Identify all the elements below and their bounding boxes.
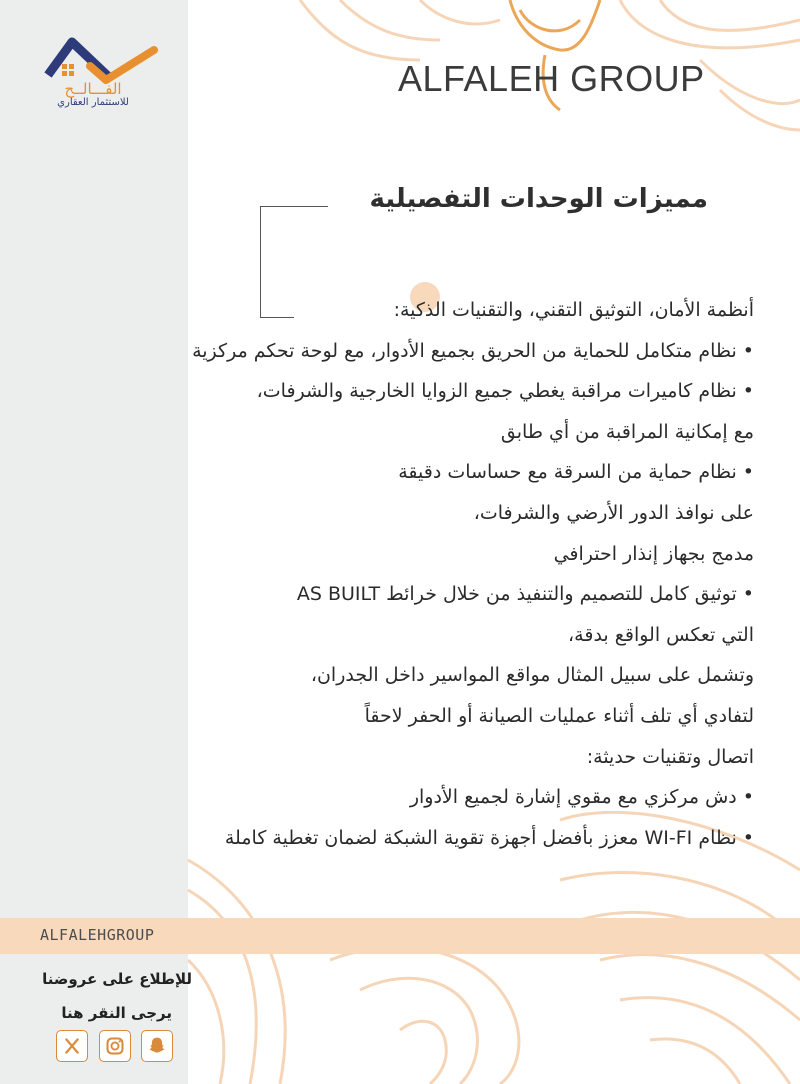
x-icon[interactable] xyxy=(56,1030,88,1062)
list-item: مع إمكانية المراقبة من أي طابق xyxy=(500,420,754,443)
list-item: مدمج بجهاز إنذار احترافي xyxy=(553,542,754,565)
page-title: مميزات الوحدات التفصيلية xyxy=(369,184,708,214)
list-item: • نظام متكامل للحماية من الحريق بجميع الأدوار، مع لوحة تحكم مركزية xyxy=(192,339,754,362)
list-item: • نظام حماية من السرقة مع حساسات دقيقة xyxy=(398,461,754,484)
list-item: التي تعكس الواقع بدقة، xyxy=(568,623,754,646)
cta-line-click-here[interactable]: يرجى النقر هنا xyxy=(61,1004,172,1022)
snapchat-icon[interactable] xyxy=(141,1030,173,1062)
logo-name: الفـــالــح xyxy=(64,80,122,98)
list-item: لتفادي أي تلف أثناء عمليات الصيانة أو الحفر لاحقاً xyxy=(364,704,754,727)
title-bracket-top xyxy=(260,206,328,207)
logo-tagline: للاستثمار العقاري xyxy=(57,96,129,108)
footer-handle: ALFALEHGROUP xyxy=(40,926,155,944)
list-item: • توثيق كامل للتصميم والتنفيذ من خلال خرائط AS BUILT xyxy=(296,583,754,606)
list-item: اتصال وتقنيات حديثة: xyxy=(586,745,754,768)
list-item: وتشمل على سبيل المثال مواقع المواسير داخل الجدران، xyxy=(310,664,754,687)
list-item: على نوافذ الدور الأرضي والشرفات، xyxy=(473,501,754,524)
features-list xyxy=(34,290,754,858)
logo-wordmark xyxy=(28,82,158,108)
list-item: • دش مركزي مع مقوي إشارة لجميع الأدوار xyxy=(409,786,754,809)
cta-line-offers[interactable]: للإطلاع على عروضنا xyxy=(42,970,192,988)
list-item: أنظمة الأمان، التوثيق التقني، والتقنيات الذكية: xyxy=(393,299,754,321)
list-item: • نظام كاميرات مراقبة يغطي جميع الزوايا الخارجية والشرفات، xyxy=(256,380,754,403)
brand-name: ALFALEH GROUP xyxy=(398,58,705,99)
instagram-icon[interactable] xyxy=(99,1030,131,1062)
list-item: • نظام WI-FI معزز بأفضل أجهزة تقوية الشبكة لضمان تغطية كاملة xyxy=(224,826,754,849)
